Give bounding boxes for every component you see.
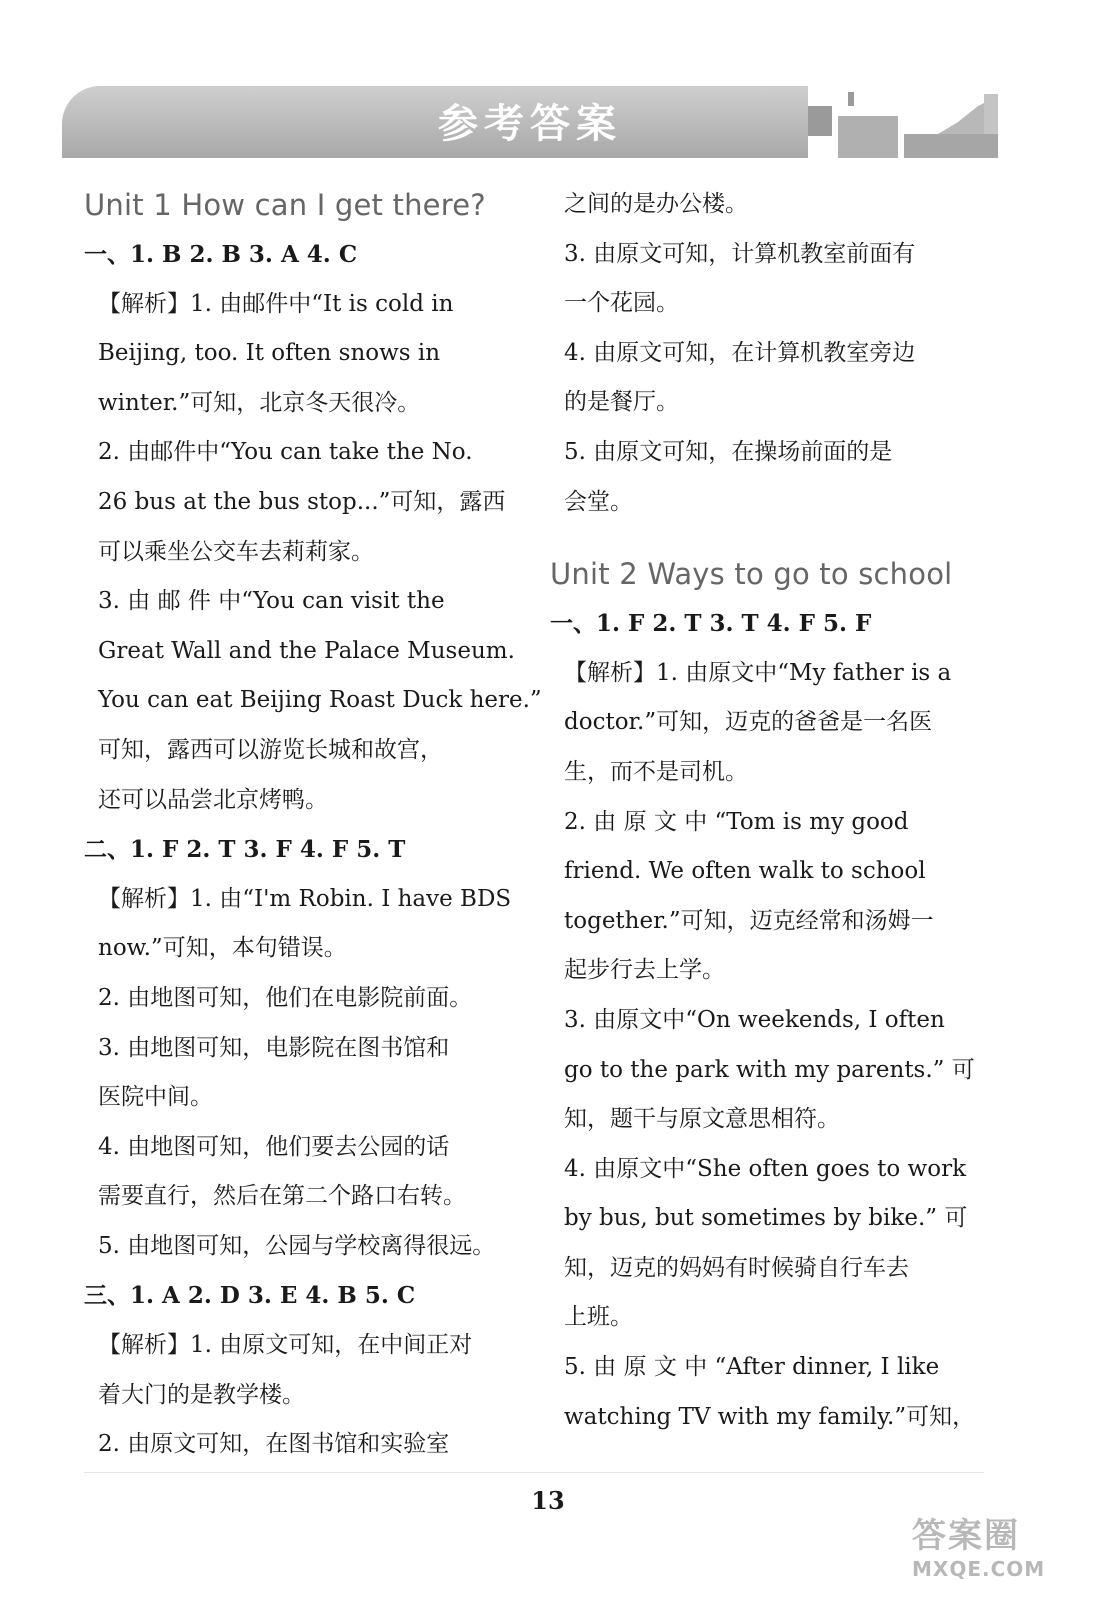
- explanation-line: go to the park with my parents.” 可: [564, 1056, 975, 1083]
- explanation-line: 3. 由原文中“On weekends, I often: [564, 1006, 945, 1033]
- right-answer-lines-top: [550, 180, 980, 527]
- page-number: 13: [531, 1486, 565, 1515]
- explanation-line: 26 bus at the bus stop...”可知，露西: [98, 488, 506, 515]
- explanation-line: Beijing, too. It often snows in: [98, 340, 441, 367]
- explanation-line: 4. 由原文中“She often goes to work: [564, 1155, 967, 1182]
- explanation-line: 5. 由原文可知，在操场前面的是: [564, 438, 893, 465]
- explanation-line: friend. We often walk to school: [564, 858, 926, 885]
- explanation-line: 【解析】1. 由“I'm Robin. I have BDS: [98, 885, 512, 912]
- explanation-line: 医院中间。: [98, 1084, 213, 1111]
- banner-decoration-graphic: [808, 86, 998, 158]
- explanation-line: 之间的是办公楼。: [564, 191, 748, 217]
- unit-2-title: Unit 2 Ways to go to school: [550, 557, 953, 592]
- explanation-line: 着大门的是教学楼。: [98, 1381, 305, 1408]
- explanation-line: by bus, but sometimes by bike.” 可: [564, 1205, 968, 1232]
- left-column: [84, 180, 542, 1470]
- right-column: [550, 180, 980, 1442]
- footer-divider: [84, 1472, 984, 1473]
- explanation-line: 5. 由 原 文 中 “After dinner, I like: [564, 1354, 940, 1381]
- explanation-line: 2. 由地图可知，他们在电影院前面。: [98, 984, 473, 1011]
- explanation-line: 知，题干与原文意思相符。: [564, 1106, 840, 1133]
- explanation-line: 【解析】1. 由原文中“My father is a: [564, 659, 952, 686]
- explanation-line: 4. 由原文可知，在计算机教室旁边: [564, 339, 916, 366]
- explanation-line: 3. 由地图可知，电影院在图书馆和: [98, 1034, 450, 1061]
- explanation-line: together.”可知，迈克经常和汤姆一: [564, 907, 934, 934]
- explanation-line: 起步行去上学。: [564, 957, 725, 984]
- explanation-line: 4. 由地图可知，他们要去公园的话: [98, 1133, 450, 1160]
- explanation-line: 会堂。: [564, 488, 633, 515]
- explanation-line: 上班。: [564, 1304, 633, 1331]
- unit-1-title: Unit 1 How can I get there?: [84, 188, 486, 222]
- explanation-line: 5. 由地图可知，公园与学校离得很远。: [98, 1232, 496, 1259]
- explanation-line: 【解析】1. 由原文可知，在中间正对: [98, 1332, 473, 1359]
- answer-key-line: 二、1. F 2. T 3. F 4. F 5. T: [84, 836, 406, 864]
- explanation-line: watching TV with my family.”可知，: [564, 1403, 976, 1430]
- watermark-logo: [912, 1508, 1062, 1584]
- left-answer-lines: [84, 230, 542, 1470]
- explanation-line: 【解析】1. 由邮件中“It is cold in: [98, 290, 454, 317]
- explanation-line: 2. 由 原 文 中 “Tom is my good: [564, 808, 909, 835]
- explanation-line: 可知，露西可以游览长城和故宫，: [98, 736, 443, 763]
- explanation-line: 2. 由邮件中“You can take the No.: [98, 439, 473, 466]
- explanation-line: 2. 由原文可知，在图书馆和实验室: [98, 1431, 450, 1458]
- explanation-line: 3. 由 邮 件 中“You can visit the: [98, 588, 445, 615]
- answer-key-line: 三、1. A 2. D 3. E 4. B 5. C: [84, 1282, 416, 1310]
- right-answer-lines-bottom: [550, 599, 980, 1442]
- answer-key-line: 一、1. F 2. T 3. T 4. F 5. F: [550, 610, 872, 638]
- explanation-line: Great Wall and the Palace Museum.: [98, 637, 515, 664]
- page-title: 参考答案: [438, 101, 622, 147]
- explanation-line: 一个花园。: [564, 290, 679, 317]
- explanation-line: 生，而不是司机。: [564, 758, 748, 785]
- header-banner: [62, 86, 998, 158]
- explanation-line: doctor.”可知，迈克的爸爸是一名医: [564, 709, 933, 736]
- explanation-line: winter.”可知，北京冬天很冷。: [98, 389, 421, 416]
- answer-key-line: 一、1. B 2. B 3. A 4. C: [84, 241, 358, 268]
- explanation-line: 知，迈克的妈妈有时候骑自行车去: [564, 1254, 909, 1281]
- explanation-line: 需要直行，然后在第二个路口右转。: [98, 1183, 466, 1210]
- watermark-text-bottom: MXQE.COM: [912, 1557, 1046, 1581]
- explanation-line: 可以乘坐公交车去莉莉家。: [98, 538, 374, 565]
- explanation-line: now.”可知，本句错误。: [98, 935, 347, 962]
- explanation-line: 的是餐厅。: [564, 389, 679, 416]
- explanation-line: You can eat Beijing Roast Duck here.”: [98, 687, 542, 714]
- explanation-line: 3. 由原文可知，计算机教室前面有: [564, 240, 916, 267]
- explanation-line: 还可以品尝北京烤鸭。: [98, 786, 328, 813]
- watermark-text-top: 答案圈: [912, 1516, 1020, 1556]
